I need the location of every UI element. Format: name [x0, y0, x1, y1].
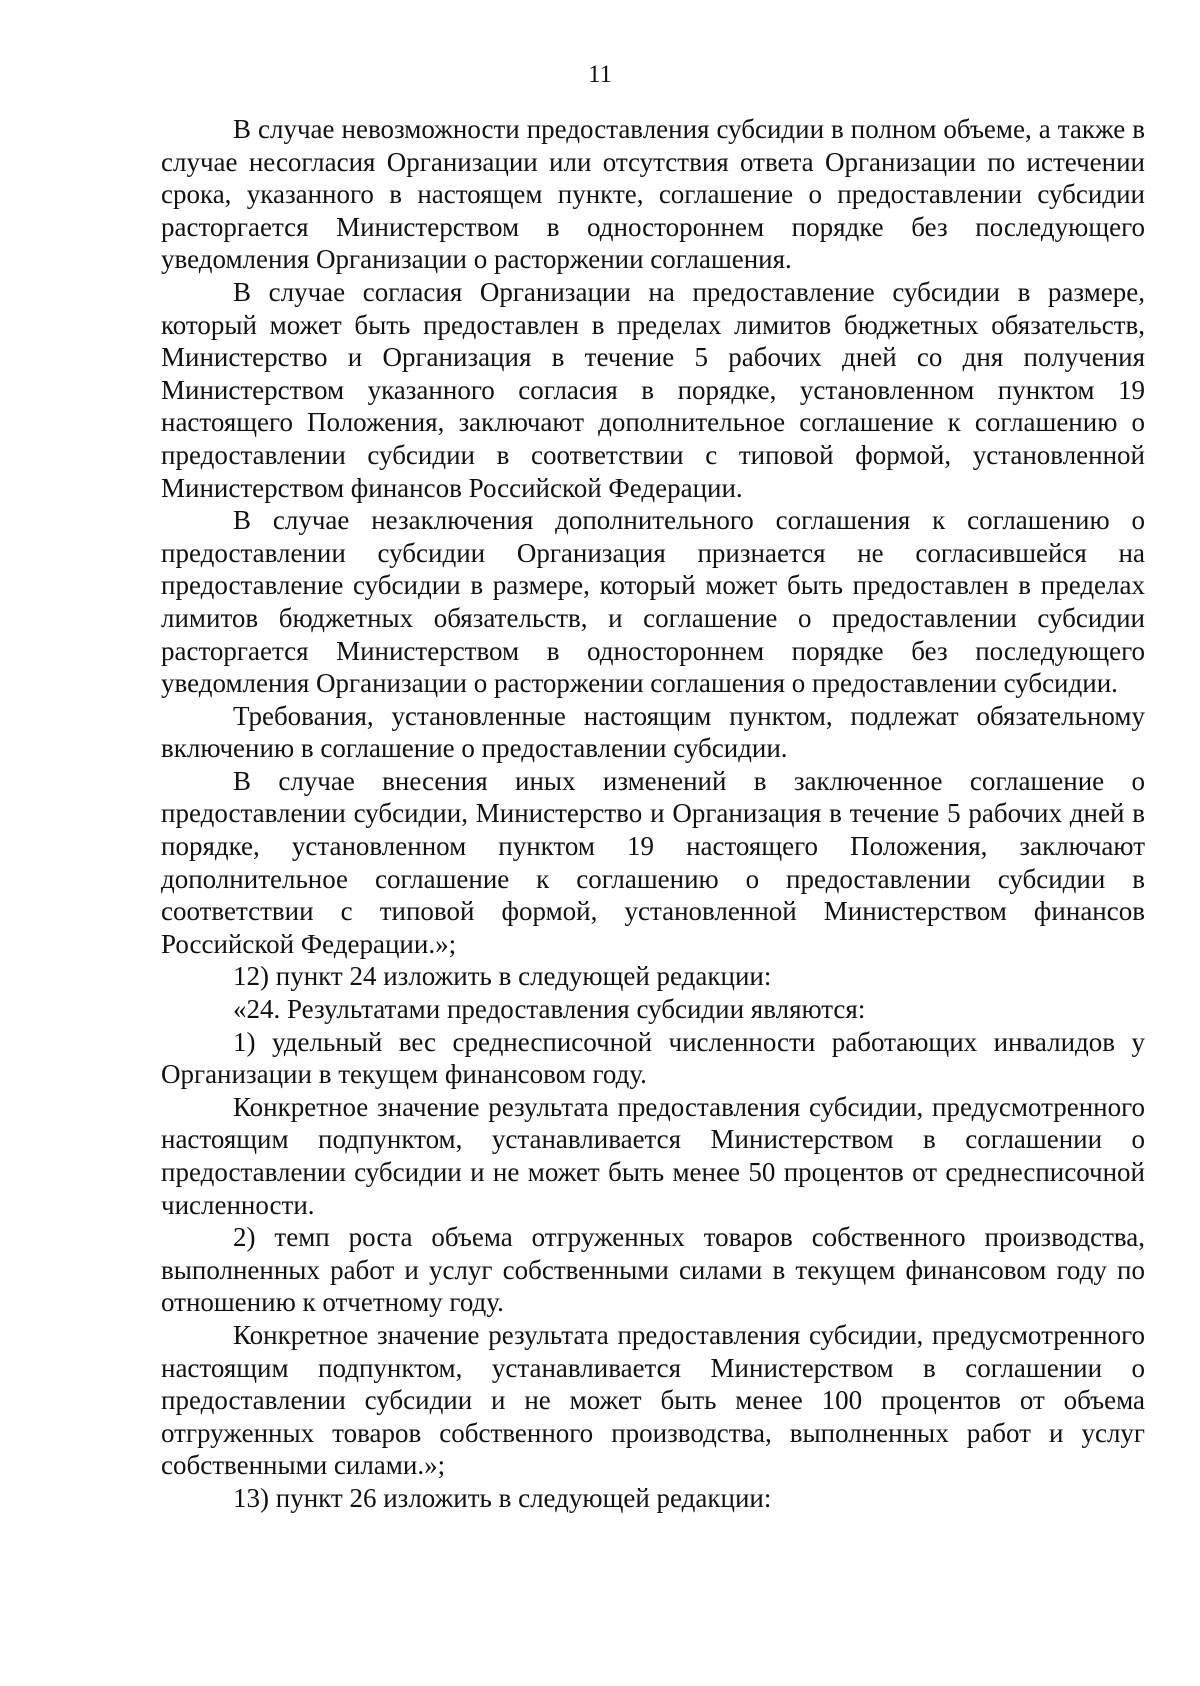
paragraph: В случае внесения иных изменений в заключенное соглашение о предоставлении субсидии, Министерство и Организация в течение 5 рабочих дней в порядке, установленном пунктом 19 настоящего Положения, заключают дополнительное соглашение к соглашению о предоставлении субсидии в соответствии с типовой формой, установленной Министерством финансов Российской Федерации.»;	[161, 765, 1145, 959]
paragraph: 12) пункт 24 изложить в следующей редакции:	[233, 961, 772, 992]
paragraph: Требования, установленные настоящим пунктом, подлежат обязательному включению в соглашение о предоставлении субсидии.	[161, 700, 1145, 764]
paragraph: Конкретное значение результата предоставления субсидии, предусмотренного настоящим подпунктом, устанавливается Министерством в соглашении о предоставлении субсидии и не может быть менее 50 процентов от среднесписочной численности.	[161, 1091, 1145, 1220]
paragraph: В случае незаключения дополнительного соглашения к соглашению о предоставлении субсидии Организация признается не согласившейся на предоставление субсидии в размере, который может быть предоставлен в пределах лимитов бюджетных обязательств, и соглашение о предоставлении субсидии расторгается Министерством в одностороннем порядке без последующего уведомления Организации о расторжении соглашения о предоставлении субсидии.	[161, 505, 1145, 699]
page-number: 11	[587, 61, 613, 88]
document-body	[161, 113, 1145, 1515]
paragraph: 13) пункт 26 изложить в следующей редакции:	[233, 1482, 772, 1513]
paragraph: «24. Результатами предоставления субсидии являются:	[233, 994, 866, 1025]
paragraph: Конкретное значение результата предоставления субсидии, предусмотренного настоящим подпунктом, устанавливается Министерством в соглашении о предоставлении субсидии и не может быть менее 100 процентов от объема отгруженных товаров собственного производства, выполненных работ и услуг собственными силами.»;	[161, 1319, 1145, 1481]
paragraph: 2) темп роста объема отгруженных товаров собственного производства, выполненных работ и услуг собственными силами в текущем финансовом году по отношению к отчетному году.	[161, 1222, 1145, 1318]
paragraph: В случае согласия Организации на предоставление субсидии в размере, который может быть предоставлен в пределах лимитов бюджетных обязательств, Министерство и Организация в течение 5 рабочих дней со дня получения Министерством указанного согласия в порядке, установленном пунктом 19 настоящего Положения, заключают дополнительное соглашение к соглашению о предоставлении субсидии в соответствии с типовой формой, установленной Министерством финансов Российской Федерации.	[161, 276, 1145, 503]
paragraph: 1) удельный вес среднесписочной численности работающих инвалидов у Организации в текущем финансовом году.	[161, 1026, 1145, 1090]
paragraph: В случае невозможности предоставления субсидии в полном объеме, а также в случае несогласия Организации или отсутствия ответа Организации по истечении срока, указанного в настоящем пункте, соглашение о предоставлении субсидии расторгается Министерством в одностороннем порядке без последующего уведомления Организации о расторжении соглашения.	[161, 114, 1145, 275]
